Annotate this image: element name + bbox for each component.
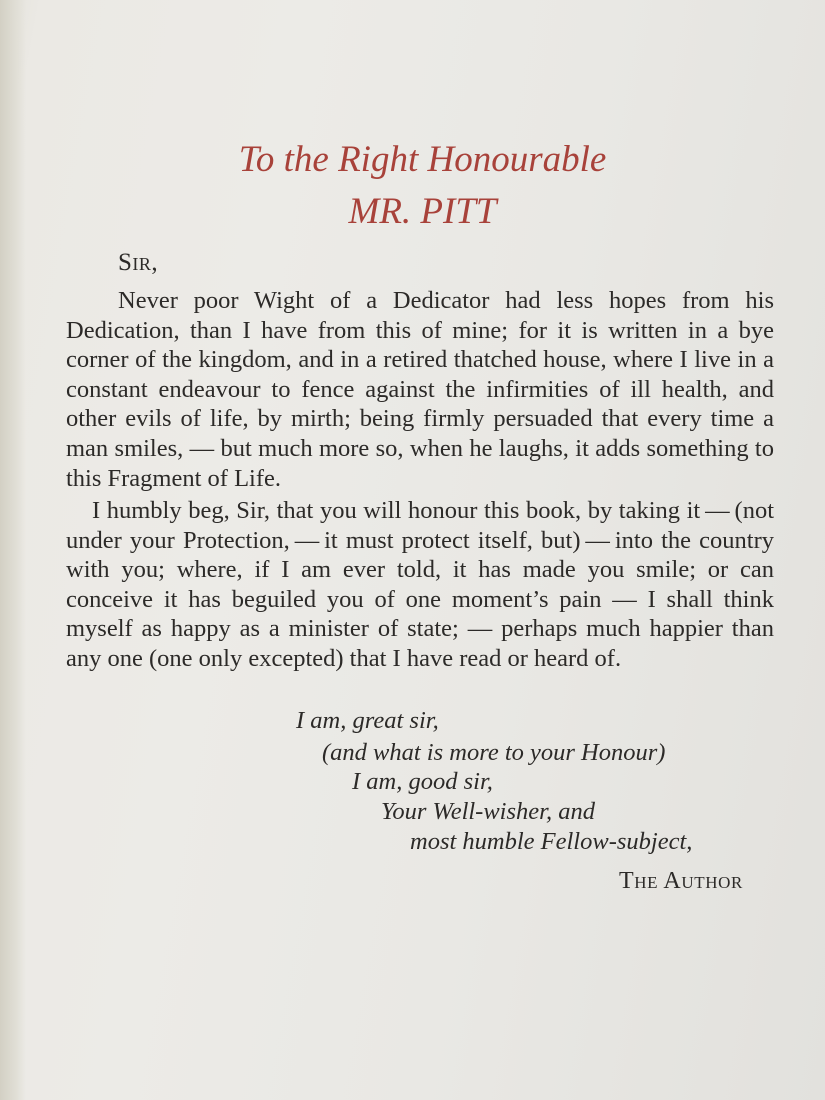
dedication-title-line-1: To the Right Honourable [238,139,607,180]
closing-line-1: I am, great sir, [296,707,439,734]
body-paragraph-1: Never poor Wight of a Dedicator had less hopes from his Dedication, than I have from this of mine; for it is written in a bye corner of the kingdom, and in a retired thatched house, where I live in a constant endeavour to fence against the infirmities of ill health, and other evils of life, by mirth; being firmly persuaded that every time a man smiles, — but much more so, when he laughs, it adds something to this Fragment of Life. [66,287,774,492]
signature: The Author [619,868,743,894]
salutation: Sir, [118,249,159,276]
body-paragraph-2: I humbly beg, Sir, that you will honour this book, by taking it — (not under your Protection, — it must protect itself, but) — into the country with you; where, if I am ever told, it has made you smile; or can conceive it has beguiled you of one moment’s pain — I shall think myself as happy as a minister of state; — perhaps much happier than any one (one only excepted) that I have read or heard of. [66,497,774,672]
dedication-title-line-2: MR. PITT [348,191,497,232]
closing-line-2: (and what is more to your Honour) [322,739,666,766]
closing-line-4: Your Well-wisher, and [381,798,595,825]
closing-line-3: I am, good sir, [352,768,493,795]
closing-line-5: most humble Fellow-subject, [410,828,693,855]
